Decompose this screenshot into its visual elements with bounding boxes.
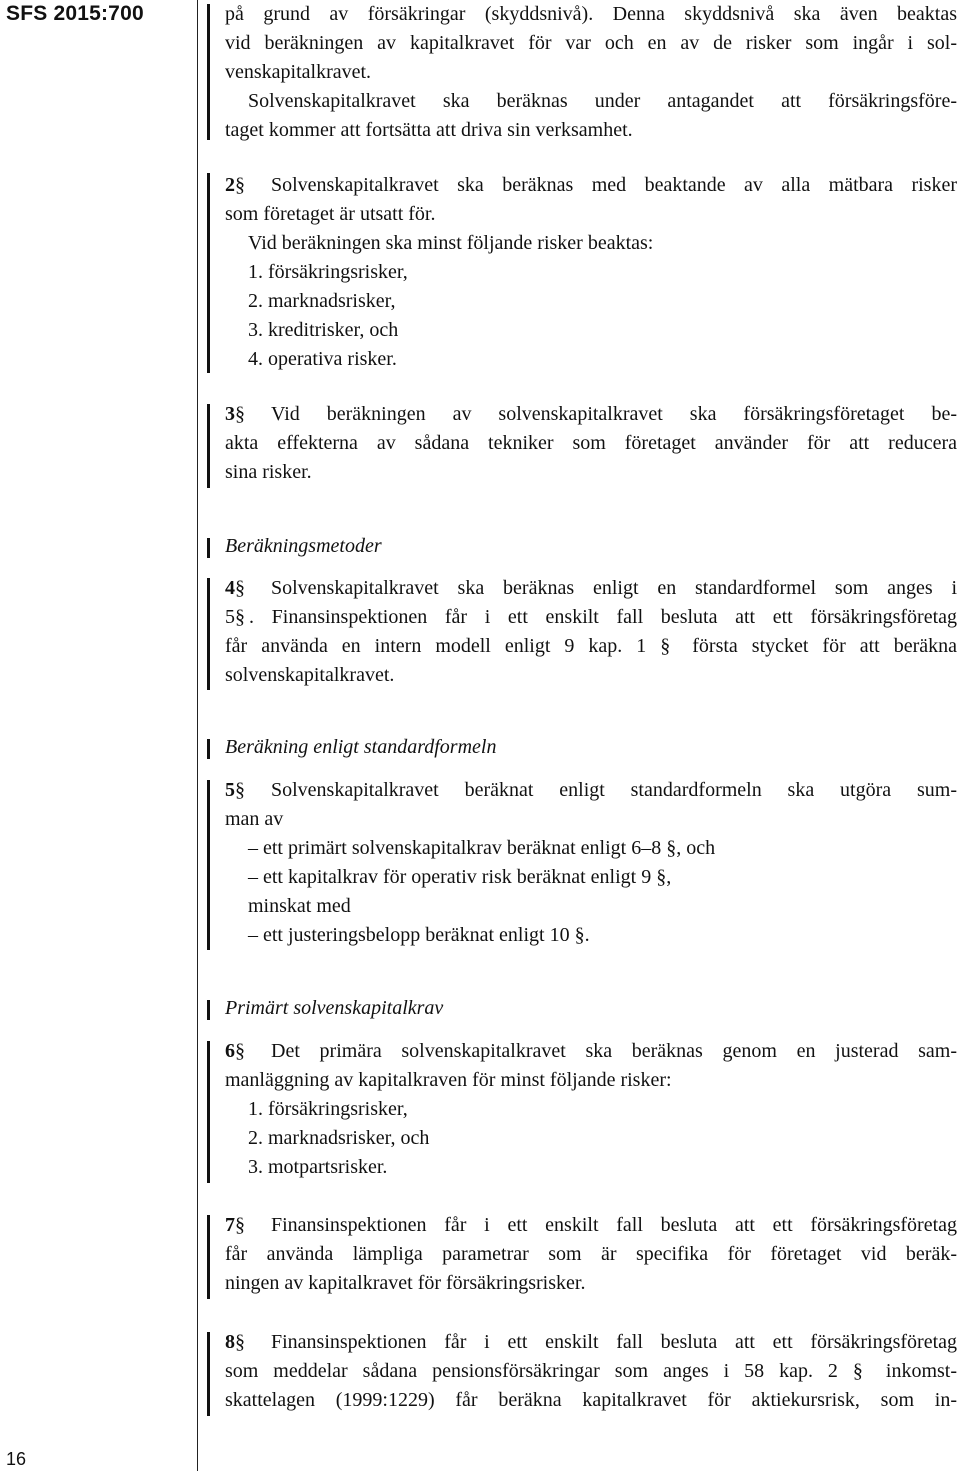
text-line: Solvenskapitalkravet ska beräknas enligt en standardformel som anges i (271, 577, 957, 599)
intro-paragraph (225, 0, 957, 145)
text-line: ningen av kapitalkravet för försäkringsrisker. (225, 1272, 586, 1294)
section-symbol: § (235, 779, 245, 801)
change-bar (207, 538, 210, 558)
text-line: taget kommer att fortsätta att driva sin verksamhet. (225, 119, 633, 141)
section-symbol: § (852, 1360, 863, 1382)
change-bar (207, 1215, 210, 1299)
text-line: Vid beräkningen av solvenskapitalkravet ska försäkringsföretaget be- (271, 403, 957, 425)
section-heading: Primärt solvenskapitalkrav (225, 997, 444, 1019)
text-line: vid beräkningen av kapitalkravet för var och en av de risker som ingår i sol- (225, 32, 957, 54)
text-line: Finansinspektionen får i ett enskilt fall besluta att ett försäkringsföretag (271, 1331, 957, 1353)
text-line: får använda lämpliga parametrar som är specifika för företaget vid beräk- (225, 1243, 957, 1265)
section-7 (225, 1211, 957, 1298)
text-fragment: som meddelar sådana pensionsförsäkringar som anges i 58 kap. 2 (225, 1360, 838, 1382)
heading-standardformeln (225, 733, 957, 762)
section-8 (225, 1328, 957, 1415)
section-number: 5 (225, 779, 235, 801)
text-line: Vid beräkningen ska minst följande risker beaktas: (248, 232, 654, 254)
text-line: sina risker. (225, 461, 312, 483)
heading-berakningsmetoder (225, 532, 957, 561)
list-item: 4. operativa risker. (248, 348, 397, 370)
margin-rule (197, 0, 198, 1471)
text-line: Solvenskapitalkravet ska beräknas under antagandet att försäkringsföre- (248, 90, 957, 112)
change-bar (207, 780, 210, 950)
page-number: 16 (6, 1449, 27, 1469)
change-bar (207, 1000, 210, 1020)
section-number: 2 (225, 174, 235, 196)
section-number: 6 (225, 1040, 235, 1062)
section-symbol: § (666, 837, 677, 859)
text-fragment: 5 (225, 606, 235, 628)
change-bar (207, 4, 210, 140)
section-5 (225, 776, 957, 950)
text-line: venskapitalkravet. (225, 61, 372, 83)
list-item: 2. marknadsrisker, (248, 290, 396, 312)
text-fragment: inkomst- (885, 1360, 957, 1382)
dash-item: – ett primärt solvenskapitalkrav beräknat enligt 6–8 §, och (248, 837, 716, 859)
text-line: på grund av försäkringar (skyddsnivå). Denna skyddsnivå ska även beaktas (225, 3, 957, 25)
section-number: 8 (225, 1331, 235, 1353)
section-symbol: § (235, 1040, 245, 1062)
section-6 (225, 1037, 957, 1182)
text-line: solvenskapitalkravet. (225, 664, 395, 686)
change-bar (207, 1041, 210, 1183)
text-fragment: . Finansinspektionen får i ett enskilt fall besluta att ett försäkringsföretag (249, 606, 957, 628)
section-symbol: § (235, 577, 245, 599)
list-item: 2. marknadsrisker, och (248, 1127, 430, 1149)
section-symbol: § (235, 403, 245, 425)
text-line: Solvenskapitalkravet ska beräknas med beaktande av alla mätbara risker (271, 174, 957, 196)
section-symbol: § (235, 1214, 245, 1236)
list-item: 1. försäkringsrisker, (248, 261, 408, 283)
section-symbol: § (235, 606, 245, 628)
section-symbol: § (574, 924, 585, 946)
change-bar (207, 173, 210, 373)
dash-item: – ett justeringsbelopp beräknat enligt 10 §. (248, 924, 590, 946)
section-3 (225, 400, 957, 487)
text-line: manläggning av kapitalkraven för minst följande risker: (225, 1069, 672, 1091)
section-symbol: § (235, 1331, 245, 1353)
text-line: Solvenskapitalkravet beräknat enligt standardformeln ska utgöra sum- (271, 779, 957, 801)
change-bar (207, 739, 210, 759)
section-4 (225, 574, 957, 690)
text-line: akta effekterna av sådana tekniker som företaget använder för att reducera (225, 432, 957, 454)
section-number: 7 (225, 1214, 235, 1236)
text-line: som företaget är utsatt för. (225, 203, 436, 225)
text-line: minskat med (248, 895, 351, 917)
section-symbol: § (660, 635, 671, 657)
list-item: 3. kreditrisker, och (248, 319, 399, 341)
section-symbol: § (235, 174, 245, 196)
change-bar (207, 578, 210, 690)
text-fragment: får använda en intern modell enligt 9 kap. 1 (225, 635, 647, 657)
text-line: Det primära solvenskapitalkravet ska beräknas genom en justerad sam- (271, 1040, 957, 1062)
text-fragment: första stycket för att beräkna (692, 635, 957, 657)
section-symbol: § (656, 866, 667, 888)
list-item: 1. försäkringsrisker, (248, 1098, 408, 1120)
change-bar (207, 1332, 210, 1416)
section-2 (225, 171, 957, 374)
list-item: 3. motpartsrisker. (248, 1156, 388, 1178)
section-heading: Beräkning enligt standardformeln (225, 736, 497, 758)
section-number: 3 (225, 403, 235, 425)
text-line: man av (225, 808, 284, 830)
dash-item: – ett kapitalkrav för operativ risk beräknat enligt 9 §, (248, 866, 672, 888)
section-heading: Beräkningsmetoder (225, 535, 382, 557)
text-line: skattelagen (1999:1229) får beräkna kapitalkravet för aktiekursrisk, som in- (225, 1389, 957, 1411)
section-number: 4 (225, 577, 235, 599)
sfs-number: SFS 2015:700 (6, 2, 144, 25)
change-bar (207, 404, 210, 488)
text-line: Finansinspektionen får i ett enskilt fall besluta att ett försäkringsföretag (271, 1214, 957, 1236)
heading-primart (225, 994, 957, 1023)
